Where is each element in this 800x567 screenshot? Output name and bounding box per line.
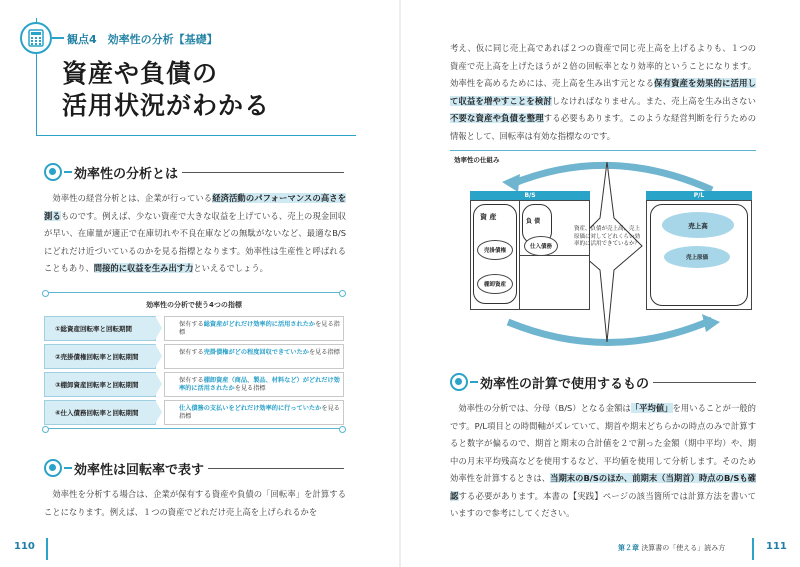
inventory-pill: 棚卸資産 xyxy=(477,274,513,294)
table-bottom-rule xyxy=(44,428,344,429)
heading-dash xyxy=(470,381,478,383)
folio-bar xyxy=(752,538,754,560)
right-page xyxy=(400,0,800,567)
table-row-label: ②売掛債権回転率と回転期間 xyxy=(44,344,156,369)
text-run: を見る指標 xyxy=(234,385,266,392)
text-run: する必要もあります。このような経営判断を行うための情報として、回転率は有効な指標なのです。 xyxy=(450,113,756,141)
page-title-line2: 活用状況がわかる xyxy=(62,91,271,120)
row-arrow xyxy=(155,316,162,340)
row-arrow xyxy=(155,400,162,424)
highlight-text: 経済活動のパフォーマンスの高さを測る xyxy=(44,193,346,221)
text-run: 保有する xyxy=(179,349,204,356)
page-title xyxy=(62,58,352,122)
page-number-right: 111 xyxy=(766,541,787,552)
text-run: 効率性の経営分析とは、企業が行っている xyxy=(44,193,213,203)
page-title-line1: 資産や負債の xyxy=(62,59,219,88)
section-heading-1-text: 効率性の分析とは xyxy=(74,166,179,182)
heading-dash xyxy=(64,467,72,469)
heading-rule xyxy=(653,382,756,383)
diagram-title: 効率性の仕組み xyxy=(454,156,500,164)
table-row xyxy=(44,372,344,397)
calculator-icon xyxy=(20,22,52,54)
folio-bar xyxy=(46,538,48,560)
table-row-desc xyxy=(164,372,344,397)
highlight-text: 保有資産を効果的に活用して収益を増やすことを検討 xyxy=(450,78,756,106)
table-row-desc xyxy=(164,316,344,341)
pl-tag: P/L xyxy=(646,191,752,200)
cost-of-sales-pill: 売上原価 xyxy=(664,246,730,268)
highlight-text: 間接的に収益を生み出す力 xyxy=(93,263,194,273)
section-label: 観点4 効率性の分析【基礎】 xyxy=(67,33,218,46)
heading-rule xyxy=(208,468,344,469)
section2-paragraph: 効率性を分析する場合は、企業が保有する資産や負債の「回転率」を計算することになります。例えば、１つの資産でどれだけ売上高を上げられるかを xyxy=(44,489,346,517)
highlight-text: 売掛債権がどの程度回収できていたか xyxy=(203,349,309,356)
section-heading-2 xyxy=(44,458,344,478)
header-rule xyxy=(52,37,64,39)
efficiency-diagram xyxy=(450,150,756,350)
section-heading-3-text: 効率性の計算で使用するもの xyxy=(480,376,650,392)
text-run: といえるでしょう。 xyxy=(193,263,268,273)
table-row-desc xyxy=(164,400,344,425)
highlight-text: 総資産がどれだけ効率的に活用されたか xyxy=(203,321,316,328)
text-run: する必要があります。本書の【実践】ページの該当箇所では計算方法を書いていますので参考にしてください。 xyxy=(450,490,756,518)
sales-pill: 売上高 xyxy=(662,212,734,238)
bullet-target-icon xyxy=(44,459,62,477)
text-run: 効率性の分析では、分母（B/S）となる金額は xyxy=(450,403,631,413)
bullet-target-icon xyxy=(450,373,468,391)
page-number-left: 110 xyxy=(14,541,35,552)
text-run: 保有する xyxy=(179,377,204,384)
text-run: ものです。例えば、少ない資産で大きな収益を上げている、売上の現金回収が早い、在庫量が適正で在庫切れや不良在庫などの無駄がないなど、最適なB/Sにどれだけ近づいているのかを見る指標となります。効率性は生産性と呼ばれることもあり、 xyxy=(44,210,346,273)
table-row-label: ①総資産回転率と回転期間 xyxy=(44,316,156,341)
text-run: 考え、仮に同じ売上高であれば２つの資産で同じ売上高を上げるよりも、１つの資産で売上高を上げたほうが２倍の回転率となり効率的ということになります。効率性を高めるためには、売上高を生み出す元となる xyxy=(450,43,756,88)
diagram-center-text: 資産、負債が売上高、売上原価に対してどれくらい効率的に活用できているか？ xyxy=(574,226,641,247)
text-run: を見る指標 xyxy=(179,321,340,336)
bullet-target-icon xyxy=(44,163,62,181)
heading-dash xyxy=(64,171,72,173)
text-run: を見る指標 xyxy=(179,405,340,420)
table-title: 効率性の分析で使う4つの指標 xyxy=(146,301,242,309)
row-arrow xyxy=(155,344,162,368)
highlight-text: 「平均値」 xyxy=(630,403,673,413)
bs-divider xyxy=(519,255,589,256)
text-run: を見る指標 xyxy=(308,349,340,356)
liability-label: 負 債 xyxy=(526,218,541,225)
table-row xyxy=(44,344,344,369)
text-run: を用いることが一般的です。P/L項目との時間軸がズレていて、期首や期末どちらかの時点のみで計算すると数字が偏るので、期首と期末の合計値を２で割った金額（期中平均）や、期中の月末平均残高などを使用するなど、平均値を使用して分析します。そのため効率性を計算するときは、 xyxy=(450,403,756,483)
chapter-title: 決算書の「使える」読み方 xyxy=(641,544,726,552)
asset-label: 資 産 xyxy=(480,213,497,221)
section3-paragraph xyxy=(450,400,756,523)
highlight-text: 不要な資産や負債を整理 xyxy=(450,113,544,123)
running-header xyxy=(618,543,725,553)
heading-rule xyxy=(182,172,344,173)
highlight-text: 当期末のB/Sのほか、前期末（当期首）時点のB/Sも確認 xyxy=(450,473,756,501)
section-heading-3 xyxy=(450,372,756,392)
highlight-text: 仕入債務の支払いをどれだけ効率的に行っていたか xyxy=(179,405,322,412)
table-row xyxy=(44,316,344,341)
right-intro-paragraph xyxy=(450,40,756,145)
table-row xyxy=(44,400,344,425)
highlight-text: 棚卸資産（商品、製品、材料など）がどれだけ効率的に活用されたか xyxy=(179,377,340,392)
chapter-number: 第２章 xyxy=(618,544,639,552)
text-run: しなければなりません。また、売上高を生み出さない xyxy=(551,95,756,106)
table-top-rule xyxy=(44,292,344,293)
receivables-pill: 売掛債権 xyxy=(477,240,513,260)
section1-paragraph xyxy=(44,190,346,278)
section-heading-2-text: 効率性は回転率で表す xyxy=(74,462,205,478)
section-heading-1 xyxy=(44,162,344,182)
table-row-label: ③棚卸資産回転率と回転期間 xyxy=(44,372,156,397)
bs-tag: B/S xyxy=(470,191,590,200)
table-row-desc xyxy=(164,344,344,369)
text-run: 保有する xyxy=(179,321,204,328)
table-row-label: ④仕入債務回転率と回転期間 xyxy=(44,400,156,425)
row-arrow xyxy=(155,372,162,396)
payables-pill: 仕入債務 xyxy=(524,236,558,256)
